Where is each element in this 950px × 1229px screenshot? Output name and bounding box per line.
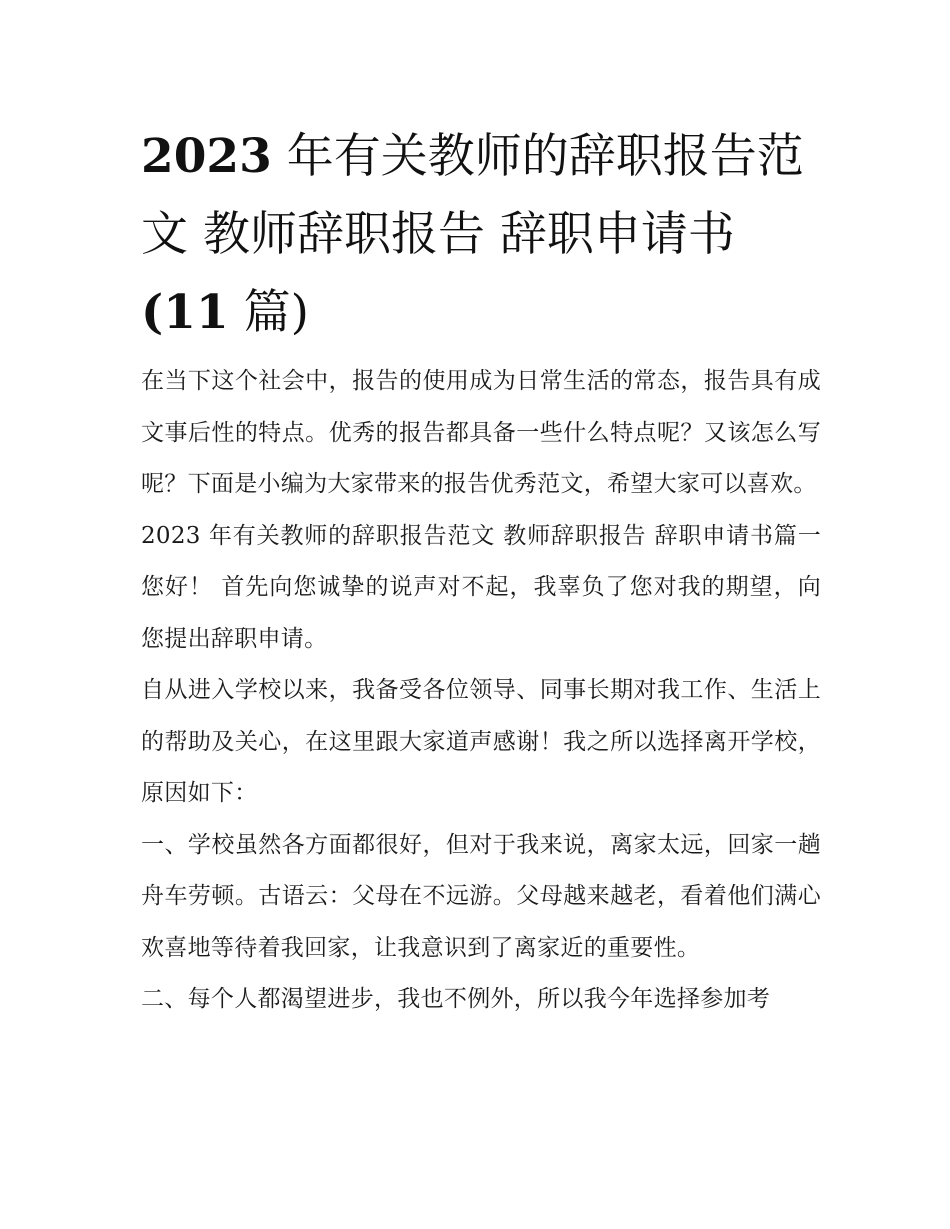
- title-count-open: (: [141, 285, 164, 340]
- title-year: 2023: [141, 129, 272, 184]
- title-count-text: 篇): [228, 285, 309, 340]
- paragraph-intro: 在当下这个社会中，报告的使用成为日常生活的常态，报告具有成文事后性的特点。优秀的报告都具备一些什么特点呢？又该怎么写呢？下面是小编为大家带来的报告优秀范文，希望大家可以喜欢。: [141, 368, 821, 497]
- title-text: 年有关教师的辞职报告范文 教师辞职报告 辞职申请书: [141, 129, 804, 262]
- document-title: [141, 118, 821, 352]
- paragraph-gratitude: 自从进入学校以来，我备受各位领导、同事长期对我工作、生活上的帮助及关心，在这里跟大家道声感谢！我之所以选择离开学校，原因如下：: [141, 677, 821, 806]
- paragraph-heading-greeting: 2023 年有关教师的辞职报告范文 教师辞职报告 辞职申请书篇一 您好！ 首先向您诚挚的说声对不起，我辜负了您对我的期望，向您提出辞职申请。: [141, 522, 821, 652]
- paragraph-reason-two: 二、每个人都渴望进步，我也不例外，所以我今年选择参加考: [141, 986, 771, 1012]
- paragraph-reason-one: 一、学校虽然各方面都很好，但对于我来说，离家太远，回家一趟舟车劳顿。古语云：父母在不远游。父母越来越老，看着他们满心欢喜地等待着我回家，让我意识到了离家近的重要性。: [141, 831, 821, 961]
- document-body: [141, 356, 821, 1026]
- title-count-number: 11: [163, 285, 229, 340]
